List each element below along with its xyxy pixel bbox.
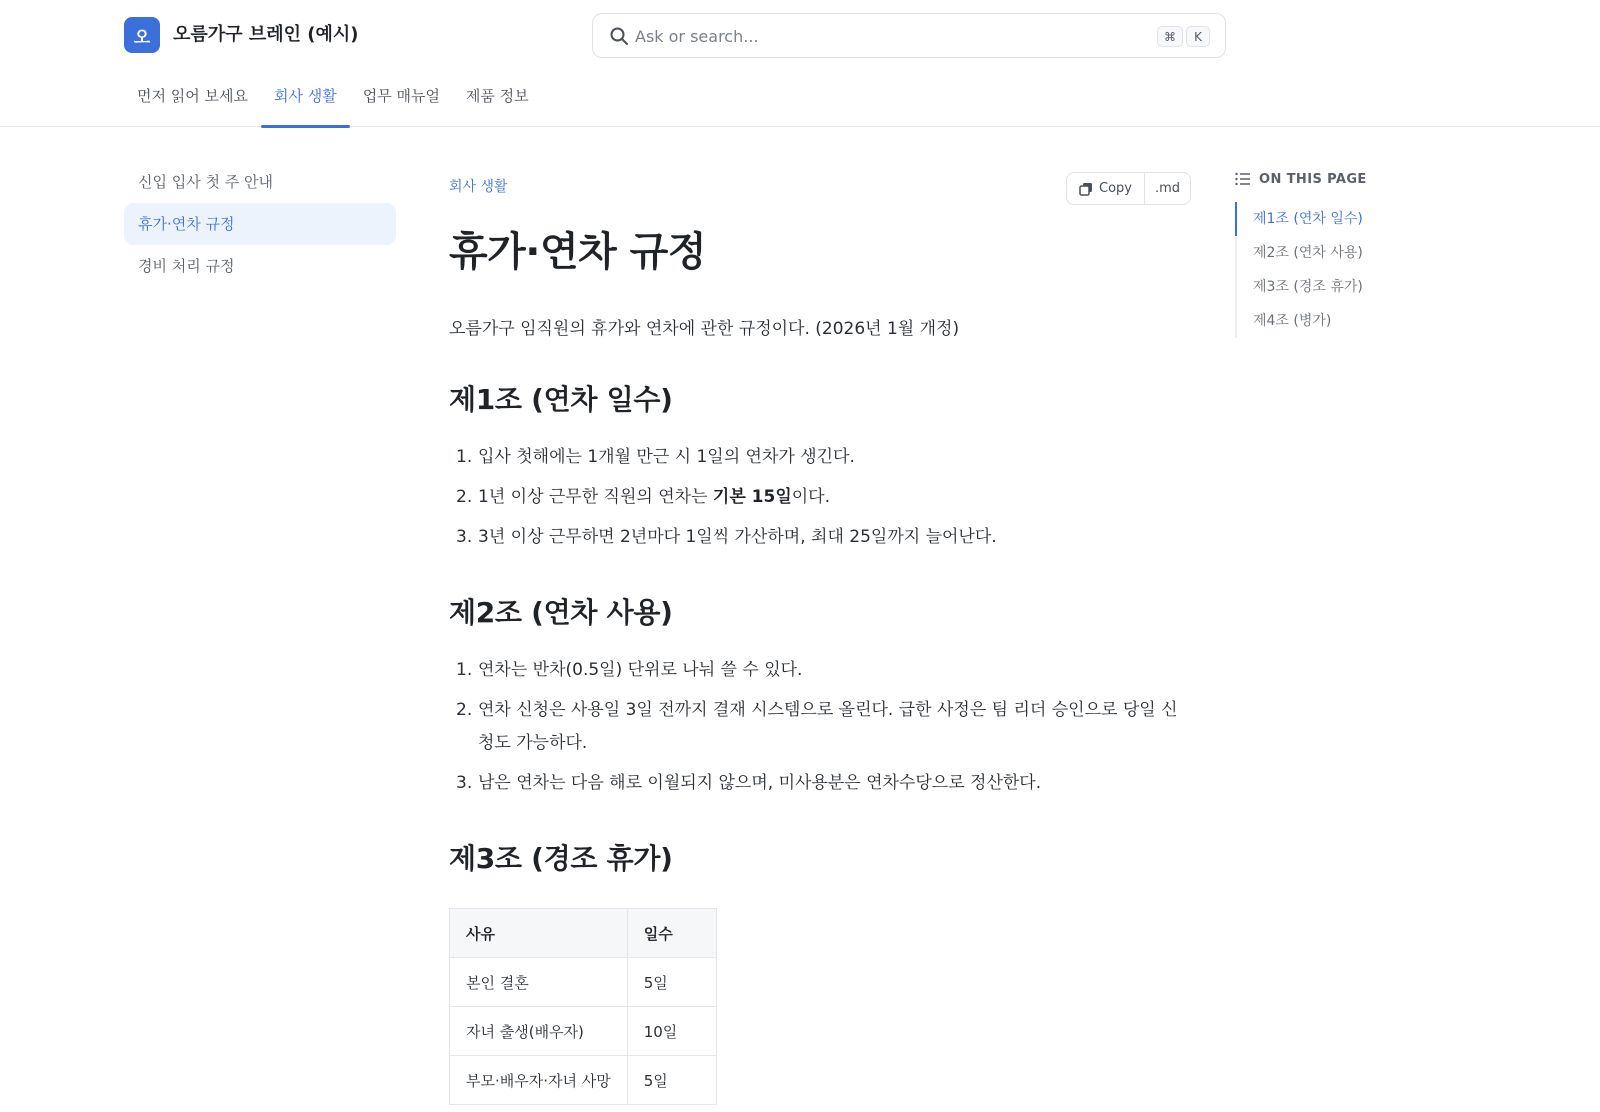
copy-icon [1079,182,1093,196]
table-cell: 자녀 출생(배우자) [450,1007,628,1056]
table-cell: 5일 [627,1056,716,1105]
table-row [450,1056,717,1105]
brand-name[interactable]: 오름가구 브레인 (예시) [173,24,359,45]
top-header [0,0,1600,127]
copy-toolbar [1066,172,1191,205]
copy-label: Copy [1099,181,1132,196]
breadcrumb[interactable]: 회사 생활 [449,179,508,195]
table-header-row [450,909,717,958]
list-item: 2. 1년 이상 근무한 직원의 연차는 기본 15일이다. [456,487,830,507]
search-icon [609,26,629,46]
toc-item-article-2[interactable]: 제2조 (연차 사용) [1253,245,1363,261]
section-2-list [449,654,1191,807]
section-2-heading: 제2조 (연차 사용) [449,596,673,629]
search-box[interactable] [592,13,1226,58]
sidebar-item-onboarding[interactable]: 신입 입사 첫 주 안내 [138,173,273,191]
list-item: 1. 연차는 반차(0.5일) 단위로 나눠 쓸 수 있다. [456,660,803,680]
condolence-leave-table [449,908,717,1105]
sidebar [124,161,396,287]
list-item: 3. 3년 이상 근무하면 2년마다 1일씩 가산하며, 최대 25일까지 늘어난다. [456,527,997,547]
brand-logo[interactable]: 오 [124,17,160,53]
list-item: 3. 남은 연차는 다음 해로 이월되지 않으며, 미사용분은 연차수당으로 정산한다. [456,773,1042,793]
toc-item-article-1[interactable]: 제1조 (연차 일수) [1237,202,1435,236]
list-item: 2. 연차 신청은 사용일 3일 전까지 결재 시스템으로 올린다. 급한 사정은 팀 리더 승인으로 당일 신청도 가능하다. [456,700,1178,753]
table-header-cell: 일수 [627,909,716,958]
table-header-cell: 사유 [450,909,628,958]
table-cell: 부모·배우자·자녀 사망 [450,1056,628,1105]
section-1-heading: 제1조 (연차 일수) [449,383,673,416]
list-item: 1. 입사 첫해에는 1개월 만근 시 1일의 연차가 생긴다. [456,447,855,467]
md-button[interactable]: .md [1154,181,1181,196]
list-icon [1235,172,1251,186]
toc-item-article-3[interactable]: 제3조 (경조 휴가) [1253,279,1363,295]
table-cell: 10일 [627,1007,716,1056]
tab-read-first[interactable]: 먼저 읽어 보세요 [137,87,248,105]
toc-title: ON THIS PAGE [1235,168,1435,190]
sidebar-item-expense-policy[interactable]: 경비 처리 규정 [138,257,235,275]
section-3-heading: 제3조 (경조 휴가) [449,842,673,875]
top-nav-tabs [124,80,542,127]
section-1-list [449,441,1191,561]
shortcut-k-key: K [1186,26,1210,47]
shortcut-cmd-key: ⌘ [1157,26,1183,47]
tab-company-life[interactable]: 회사 생활 [261,80,350,127]
page-title: 휴가·연차 규정 [449,229,706,275]
page-lead: 오름가구 임직원의 휴가와 연차에 관한 규정이다. (2026년 1월 개정) [449,319,960,339]
sidebar-item-leave-policy[interactable]: 휴가·연차 규정 [124,203,396,245]
tab-work-manual[interactable]: 업무 매뉴얼 [362,87,440,105]
table-row [450,958,717,1007]
table-cell: 5일 [627,958,716,1007]
tab-product-info[interactable]: 제품 정보 [465,87,529,105]
toc-item-article-4[interactable]: 제4조 (병가) [1253,313,1332,329]
copy-button[interactable] [1067,173,1145,204]
table-cell: 본인 결혼 [450,958,628,1007]
on-this-page [1235,168,1435,329]
toc-list [1235,202,1435,338]
table-row [450,1007,717,1056]
search-input[interactable] [635,20,1095,52]
